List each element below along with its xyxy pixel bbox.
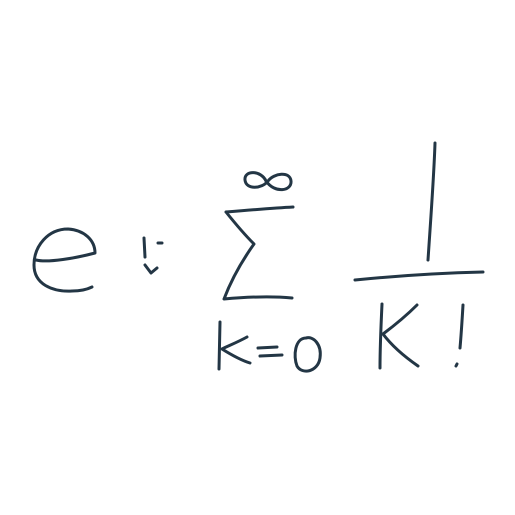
fraction-bar (355, 272, 483, 280)
glyph-limit-equals (258, 347, 282, 356)
glyph-k-lower (219, 322, 220, 369)
ink-strokes (34, 143, 483, 371)
glyph-zero (295, 338, 320, 371)
glyph-sigma (224, 207, 293, 299)
glyph-one (428, 143, 435, 260)
glyph-k-denominator (380, 304, 382, 368)
glyph-k-denominator-arms (383, 305, 418, 366)
glyph-equals-1 (144, 238, 145, 257)
glyph-factorial-stem (460, 305, 463, 348)
glyph-equals-1b (145, 265, 157, 273)
glyph-k-lower-arms (222, 337, 250, 363)
glyph-factorial-dot (456, 364, 457, 366)
glyph-infinity (245, 173, 291, 190)
glyph-e (34, 229, 95, 291)
